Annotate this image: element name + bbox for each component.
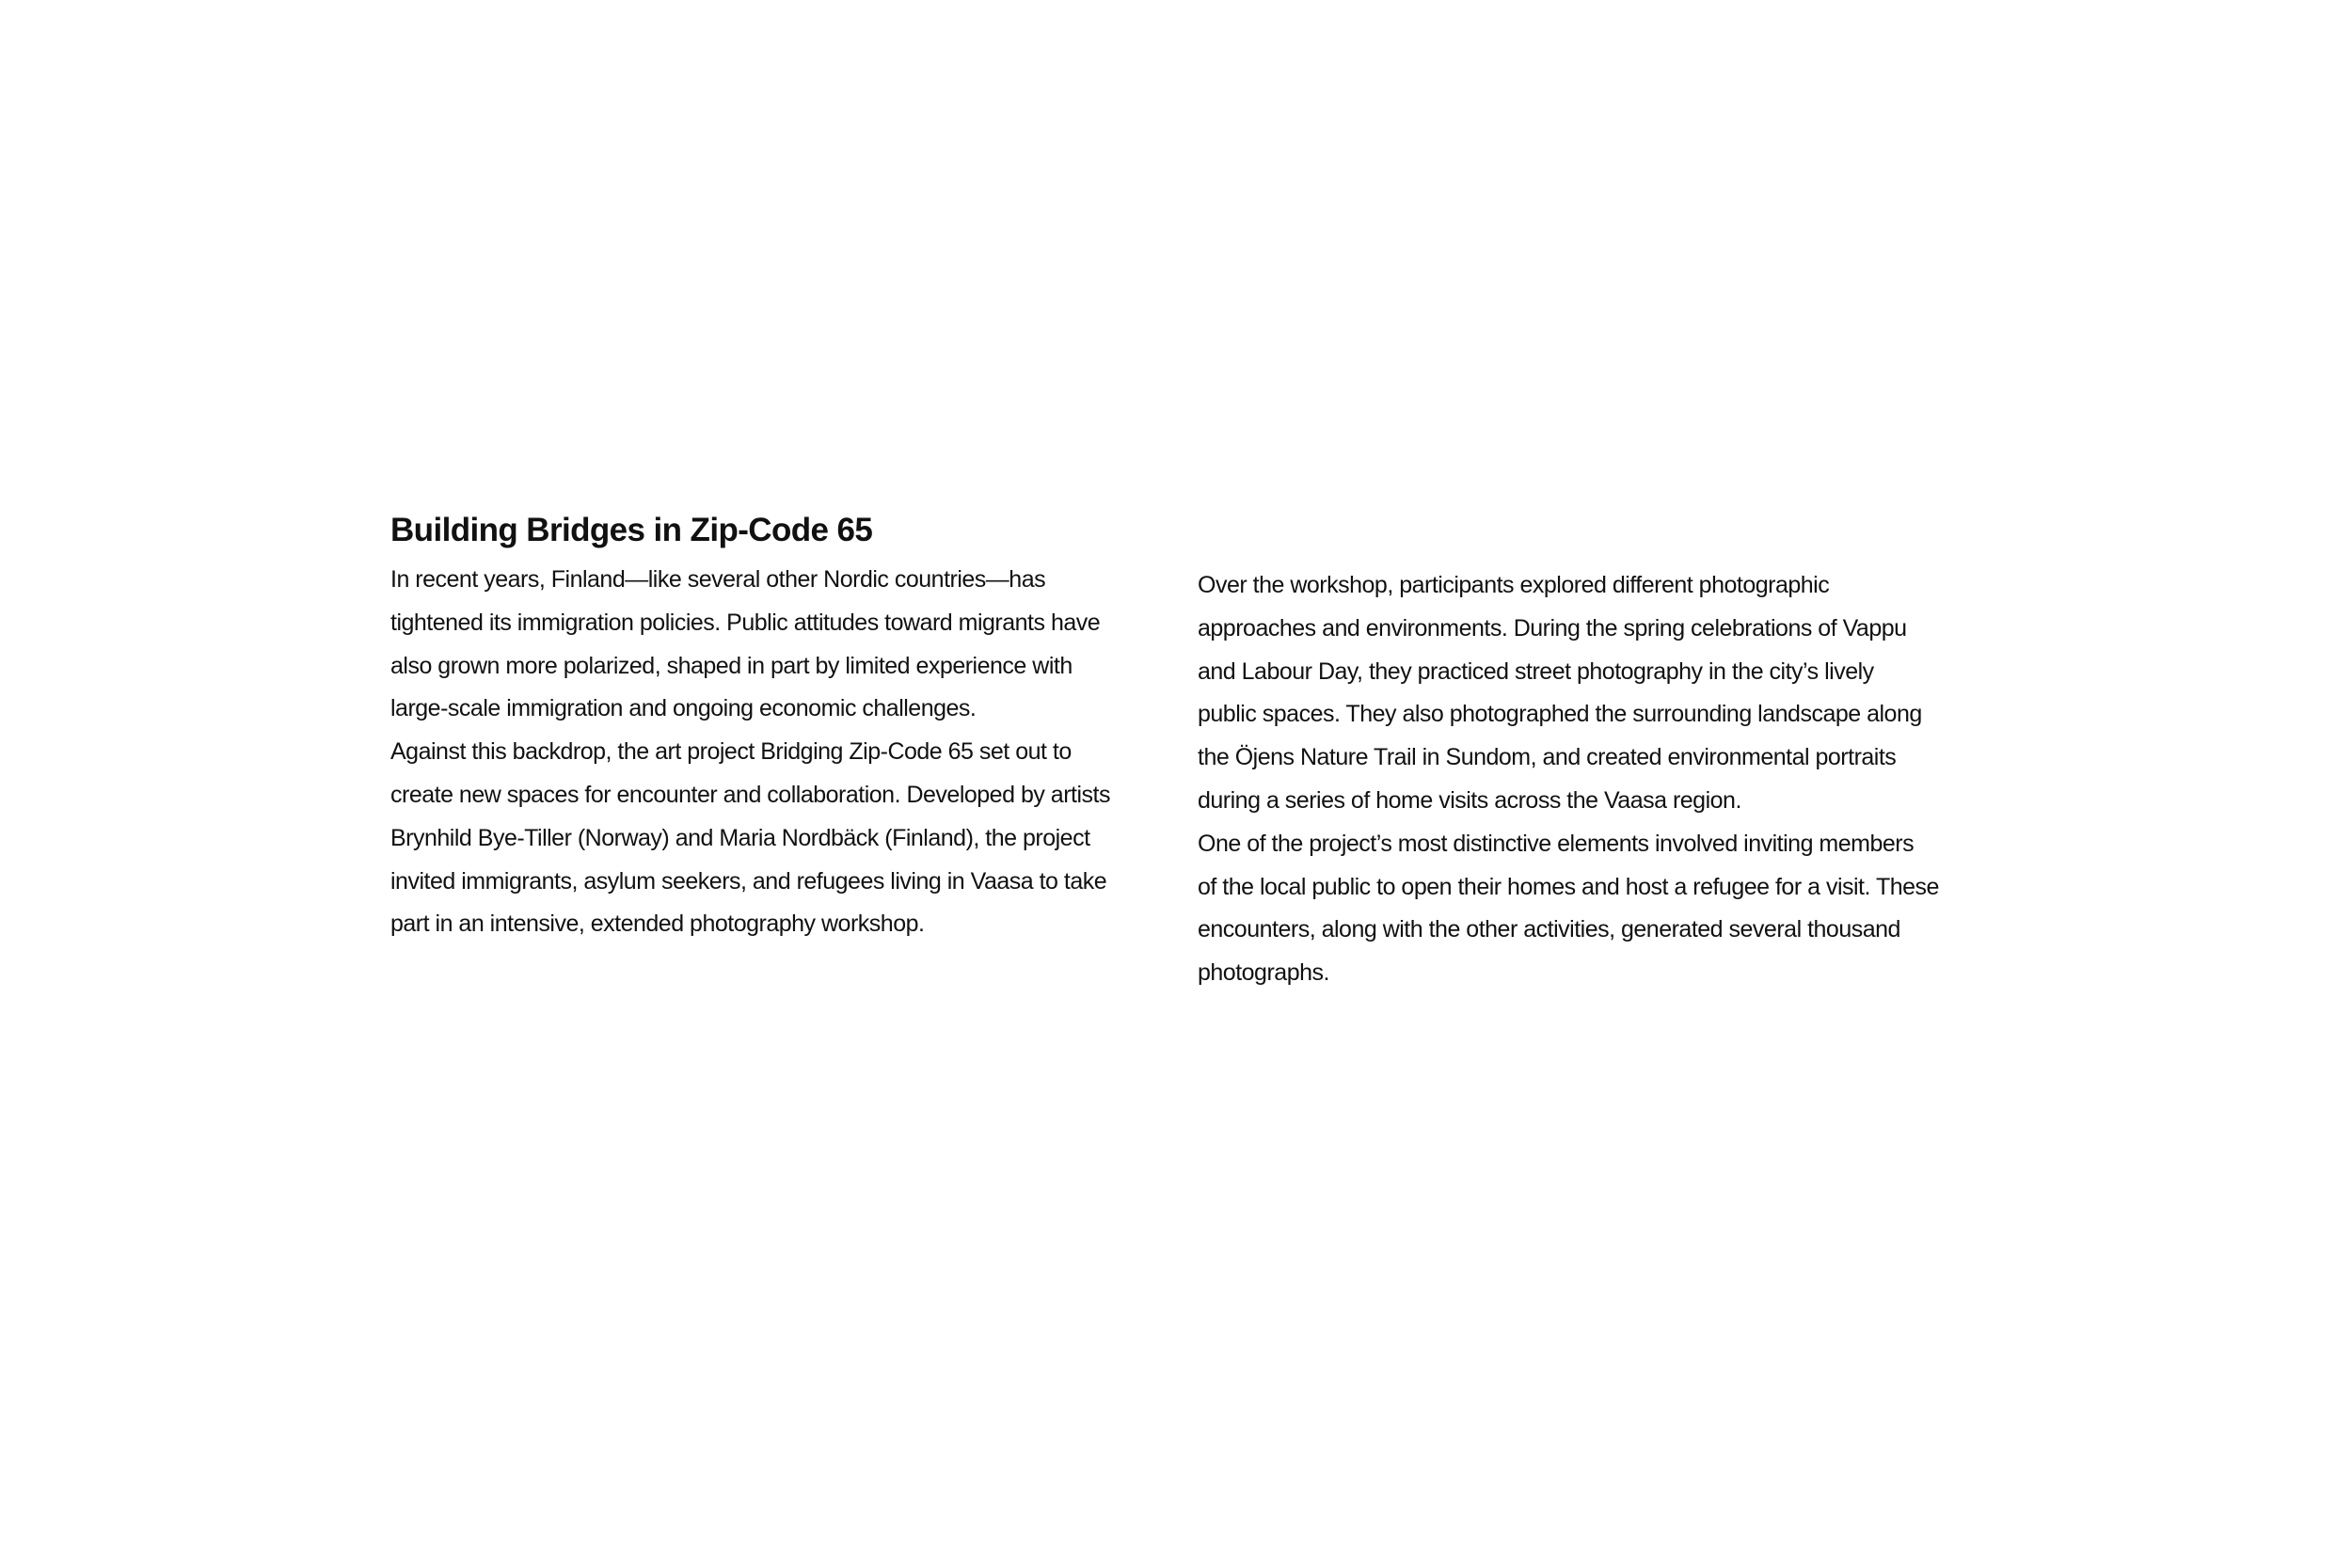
text-line: the Öjens Nature Trail in Sundom, and created environmental portraits bbox=[1198, 744, 1897, 771]
text-line: and Labour Day, they practiced street photography in the city’s lively bbox=[1198, 657, 1874, 685]
text-line: encounters, along with the other activities, generated several thousand bbox=[1198, 916, 1900, 943]
text-line: In recent years, Finland—like several other Nordic countries—has bbox=[390, 566, 1046, 593]
article-title: Building Bridges in Zip-Code 65 bbox=[390, 512, 873, 548]
text-line: Over the workshop, participants explored different photographic bbox=[1198, 572, 1830, 598]
text-line: large-scale immigration and ongoing economic challenges. bbox=[390, 695, 977, 722]
text-line: Brynhild Bye-Tiller (Norway) and Maria Nordbäck (Finland), the project bbox=[390, 824, 1090, 851]
text-line: One of the project’s most distinctive elements involved inviting members bbox=[1198, 830, 1915, 857]
text-line: also grown more polarized, shaped in part by limited experience with bbox=[390, 652, 1073, 679]
text-line: photographs. bbox=[1198, 959, 1329, 987]
article-left-column bbox=[390, 559, 1190, 946]
text-line: during a series of home visits across the Vaasa region. bbox=[1198, 786, 1741, 814]
text-line: invited immigrants, asylum seekers, and refugees living in Vaasa to take bbox=[390, 867, 1107, 895]
text-line: part in an intensive, extended photography workshop. bbox=[390, 911, 925, 938]
text-line: approaches and environments. During the spring celebrations of Vappu bbox=[1198, 614, 1907, 641]
text-line: of the local public to open their homes and host a refugee for a visit. These bbox=[1198, 873, 1939, 900]
text-line: tightened its immigration policies. Public attitudes toward migrants have bbox=[390, 609, 1101, 636]
text-line: Against this backdrop, the art project Bridging Zip-Code 65 set out to bbox=[390, 738, 1072, 766]
text-line: create new spaces for encounter and collaboration. Developed by artists bbox=[390, 781, 1110, 808]
text-line: public spaces. They also photographed the surrounding landscape along bbox=[1198, 701, 1922, 728]
article-right-column bbox=[1198, 564, 2016, 995]
